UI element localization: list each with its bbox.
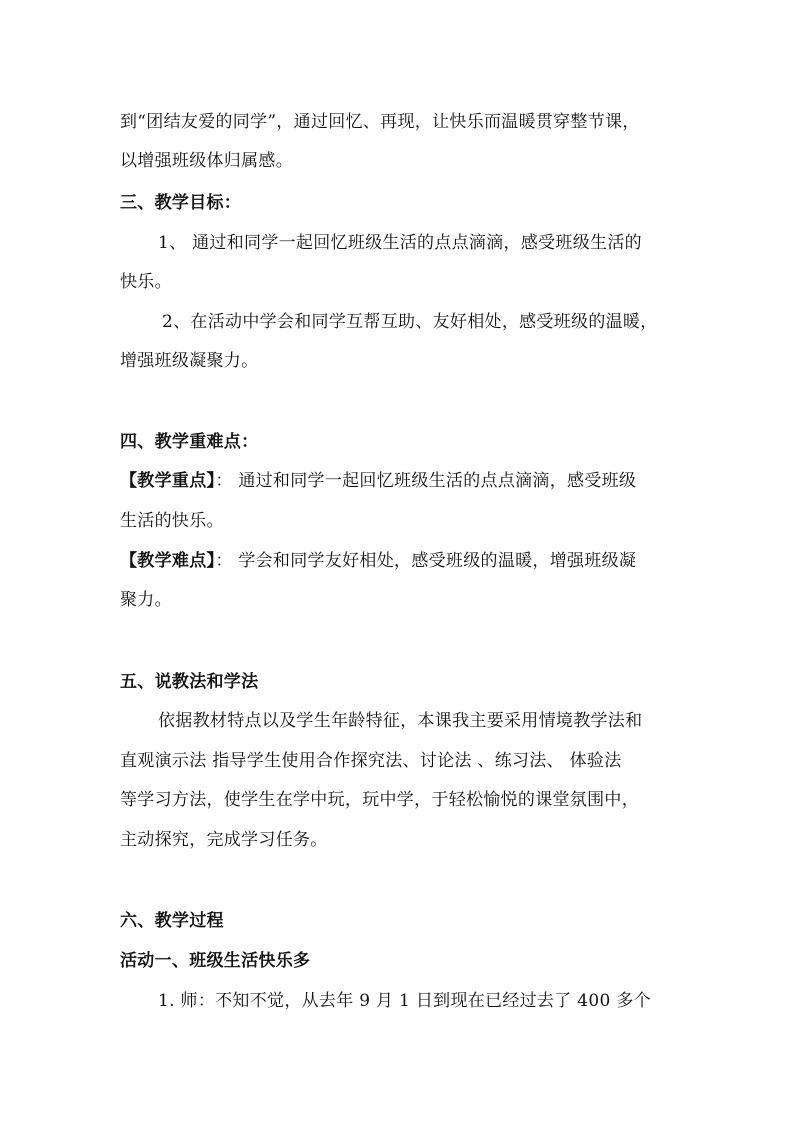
section-heading-objectives: 三、教学目标： bbox=[120, 193, 242, 213]
section-heading-methods: 五、说教法和学法 bbox=[120, 672, 259, 692]
objective-item-1: 1、 通过和同学一起回忆班级生活的点点滴滴，感受班级生活的 bbox=[158, 233, 642, 253]
key-point-label: 【教学重点】 bbox=[120, 471, 216, 491]
difficulty-line bbox=[120, 550, 680, 572]
section-heading-key-points: 四、教学重难点： bbox=[120, 432, 259, 452]
key-point-line bbox=[120, 470, 680, 492]
paragraph-line: 1. 师：不知不觉，从去年 9 月 1 日到现在已经过去了 400 多个 bbox=[158, 991, 651, 1011]
paragraph-line: 以增强班级体归属感。 bbox=[120, 151, 293, 171]
paragraph-line: 等学习方法，使学生在学中玩，玩中学，于轻松愉悦的课堂氛围中， bbox=[120, 790, 639, 810]
paragraph-line: 增强班级凝聚力。 bbox=[120, 351, 259, 371]
paragraph-line: 依据教材特点以及学生年龄特征，本课我主要采用情境教学法和 bbox=[158, 711, 643, 731]
section-heading-process: 六、教学过程 bbox=[120, 911, 224, 931]
difficulty-label: 【教学难点】 bbox=[120, 551, 216, 571]
paragraph-line: 聚力。 bbox=[120, 590, 172, 610]
objective-item-2: 2、在活动中学会和同学互帮互助、友好相处，感受班级的温暖， bbox=[162, 312, 658, 332]
paragraph-line: 生活的快乐。 bbox=[120, 511, 224, 531]
key-point-text: ： 通过和同学一起回忆班级生活的点点滴滴，感受班级 bbox=[215, 471, 637, 491]
paragraph-line: 主动探究，完成学习任务。 bbox=[120, 830, 328, 850]
paragraph-line: 直观演示法 指导学生使用合作探究法、讨论法 、练习法、 体验法 bbox=[120, 751, 622, 771]
activity-heading: 活动一、班级生活快乐多 bbox=[120, 951, 311, 971]
difficulty-text: ： 学会和同学友好相处，感受班级的温暖，增强班级凝 bbox=[215, 551, 637, 571]
paragraph-line: 快乐。 bbox=[120, 272, 172, 292]
paragraph-line: 到“团结友爱的同学”，通过回忆、再现，让快乐而温暖贯穿整节课， bbox=[120, 112, 640, 132]
